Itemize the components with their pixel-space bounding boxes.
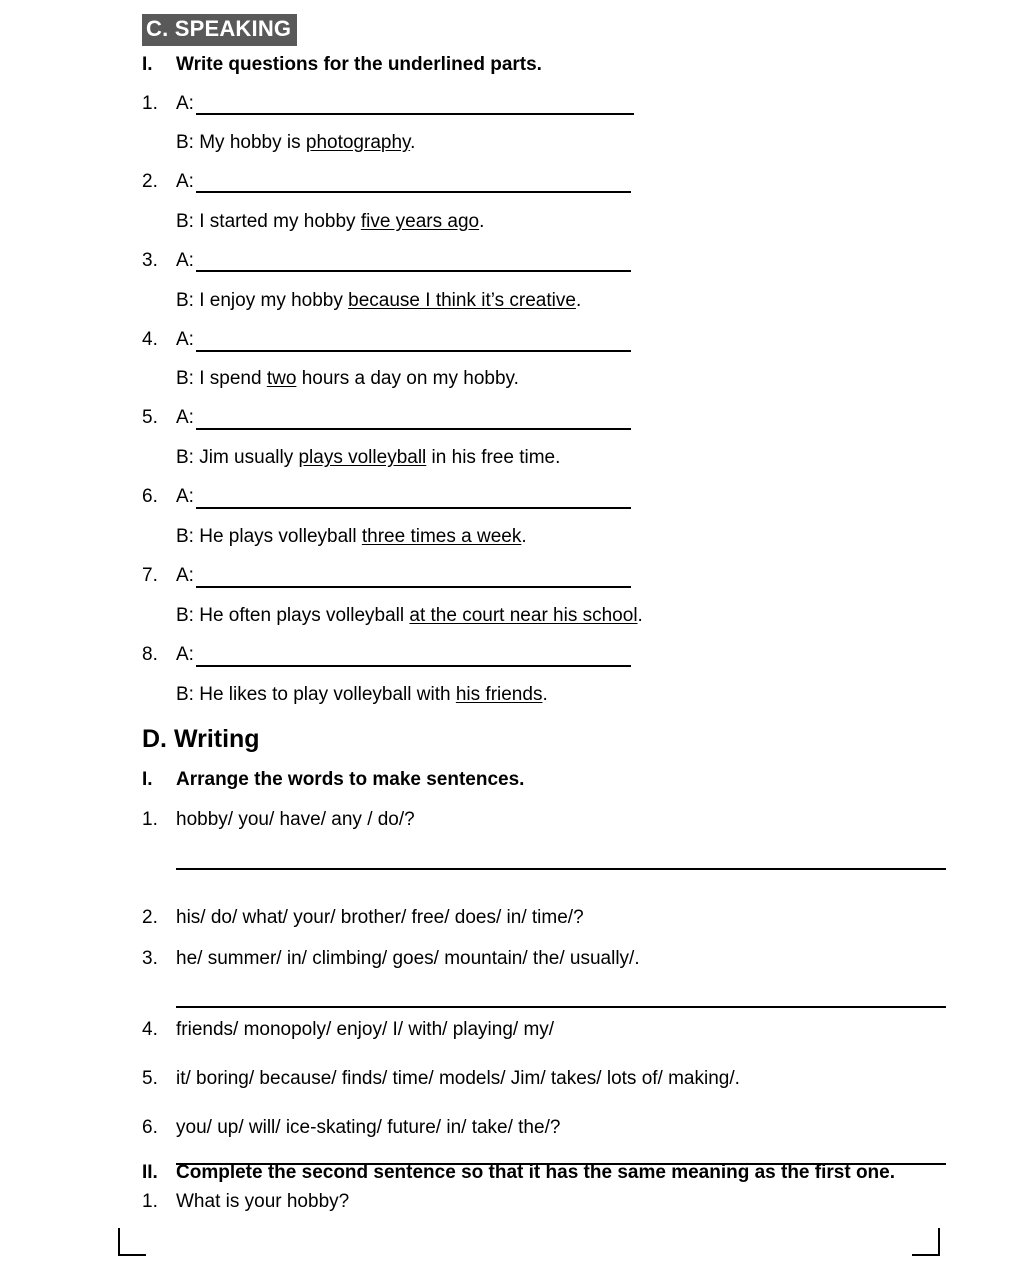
speaking-prompt-line <box>176 131 415 155</box>
writing-item-text: friends/ monopoly/ enjoy/ I/ with/ playing/ my/ <box>176 1019 555 1040</box>
writing-answer-line[interactable] <box>176 868 946 870</box>
writing-item-text: his/ do/ what/ your/ brother/ free/ does/ in/ time/? <box>176 907 584 928</box>
writing-2-item-number: 1. <box>142 1191 158 1212</box>
prompt-suffix: . <box>637 605 643 626</box>
speaking-item-number: 1. <box>142 93 158 114</box>
writing-2-item-text: What is your hobby? <box>176 1191 350 1212</box>
prompt-prefix: B: Jim usually <box>176 447 299 468</box>
prompt-underlined: two <box>266 368 297 389</box>
prompt-prefix: B: My hobby is <box>176 132 306 153</box>
writing-item-number: 2. <box>142 907 158 928</box>
prompt-prefix: B: I started my hobby <box>176 211 361 232</box>
speaking-item-number: 5. <box>142 407 158 428</box>
speaking-item-number: 7. <box>142 565 158 586</box>
section-d-instruction-2-number: II. <box>142 1162 158 1183</box>
speaking-prompt-line <box>176 683 548 707</box>
section-d-instruction-number: I. <box>142 769 153 790</box>
writing-item-number: 6. <box>142 1117 158 1138</box>
answer-write-line[interactable] <box>196 428 631 430</box>
speaking-item-number: 2. <box>142 171 158 192</box>
writing-item-number: 3. <box>142 948 158 969</box>
writing-item-text: he/ summer/ in/ climbing/ goes/ mountain/ the/ usually/. <box>176 948 640 969</box>
speaking-item-number: 3. <box>142 250 158 271</box>
speaking-prompt-line <box>176 446 560 470</box>
speaking-item-number: 8. <box>142 644 158 665</box>
answer-write-line[interactable] <box>196 665 631 667</box>
prompt-prefix: B: He often plays volleyball <box>176 605 410 626</box>
prompt-underlined: his friends <box>455 684 543 705</box>
writing-item-text: it/ boring/ because/ finds/ time/ models/ Jim/ takes/ lots of/ making/. <box>176 1068 740 1089</box>
speaking-prompt-line <box>176 367 519 391</box>
prompt-suffix: . <box>575 290 582 311</box>
speaking-answer-label: A: <box>176 329 194 350</box>
prompt-suffix: . <box>479 211 485 232</box>
answer-write-line[interactable] <box>196 350 631 352</box>
speaking-answer-label: A: <box>176 644 194 665</box>
speaking-item-number: 6. <box>142 486 158 507</box>
section-d-instruction: Arrange the words to make sentences. <box>176 769 525 790</box>
prompt-prefix: B: I enjoy my hobby <box>176 290 349 311</box>
prompt-underlined: five years ago <box>360 211 480 232</box>
answer-write-line[interactable] <box>196 586 631 588</box>
prompt-suffix: . <box>521 526 527 547</box>
speaking-answer-label: A: <box>176 93 194 114</box>
prompt-prefix: B: I spend <box>176 368 267 389</box>
section-c-instruction: Write questions for the underlined parts. <box>176 54 542 75</box>
speaking-prompt-line <box>176 525 527 549</box>
prompt-underlined: photography <box>305 132 411 153</box>
speaking-answer-label: A: <box>176 486 194 507</box>
speaking-item-number: 4. <box>142 329 158 350</box>
section-d-instruction-2: Complete the second sentence so that it has the same meaning as the first one. <box>176 1162 896 1183</box>
prompt-underlined: at the court near his school <box>409 605 638 626</box>
writing-item-number: 4. <box>142 1019 158 1040</box>
writing-item-number: 1. <box>142 809 158 830</box>
section-c-heading: C. SPEAKING <box>142 14 297 46</box>
prompt-underlined: because I think it’s creative <box>348 290 576 311</box>
prompt-suffix: . <box>410 132 416 153</box>
speaking-prompt-line <box>176 604 643 628</box>
speaking-prompt-line <box>176 210 484 234</box>
answer-write-line[interactable] <box>196 191 631 193</box>
writing-answer-line[interactable] <box>176 1006 946 1008</box>
prompt-prefix: B: He plays volleyball <box>176 526 362 547</box>
crop-mark-bottom-left <box>118 1228 146 1256</box>
speaking-answer-label: A: <box>176 171 194 192</box>
prompt-underlined: plays volleyball <box>298 447 427 468</box>
section-c-instruction-number: I. <box>142 54 153 75</box>
speaking-answer-label: A: <box>176 407 194 428</box>
prompt-prefix: B: He likes to play volleyball with <box>176 684 456 705</box>
writing-item-text: you/ up/ will/ ice-skating/ future/ in/ take/ the/? <box>176 1117 561 1138</box>
writing-item-number: 5. <box>142 1068 158 1089</box>
prompt-underlined: three times a week <box>361 526 522 547</box>
answer-write-line[interactable] <box>196 270 631 272</box>
prompt-suffix: . <box>542 684 548 705</box>
writing-item-text: hobby/ you/ have/ any / do/? <box>176 809 415 830</box>
prompt-suffix: in his free time. <box>426 447 561 468</box>
speaking-prompt-line <box>176 289 581 313</box>
prompt-suffix: hours a day on my hobby. <box>296 368 519 389</box>
answer-write-line[interactable] <box>196 113 634 115</box>
crop-mark-bottom-right <box>912 1228 940 1256</box>
section-d-heading: D. Writing <box>142 725 260 753</box>
speaking-answer-label: A: <box>176 565 194 586</box>
speaking-answer-label: A: <box>176 250 194 271</box>
answer-write-line[interactable] <box>196 507 631 509</box>
